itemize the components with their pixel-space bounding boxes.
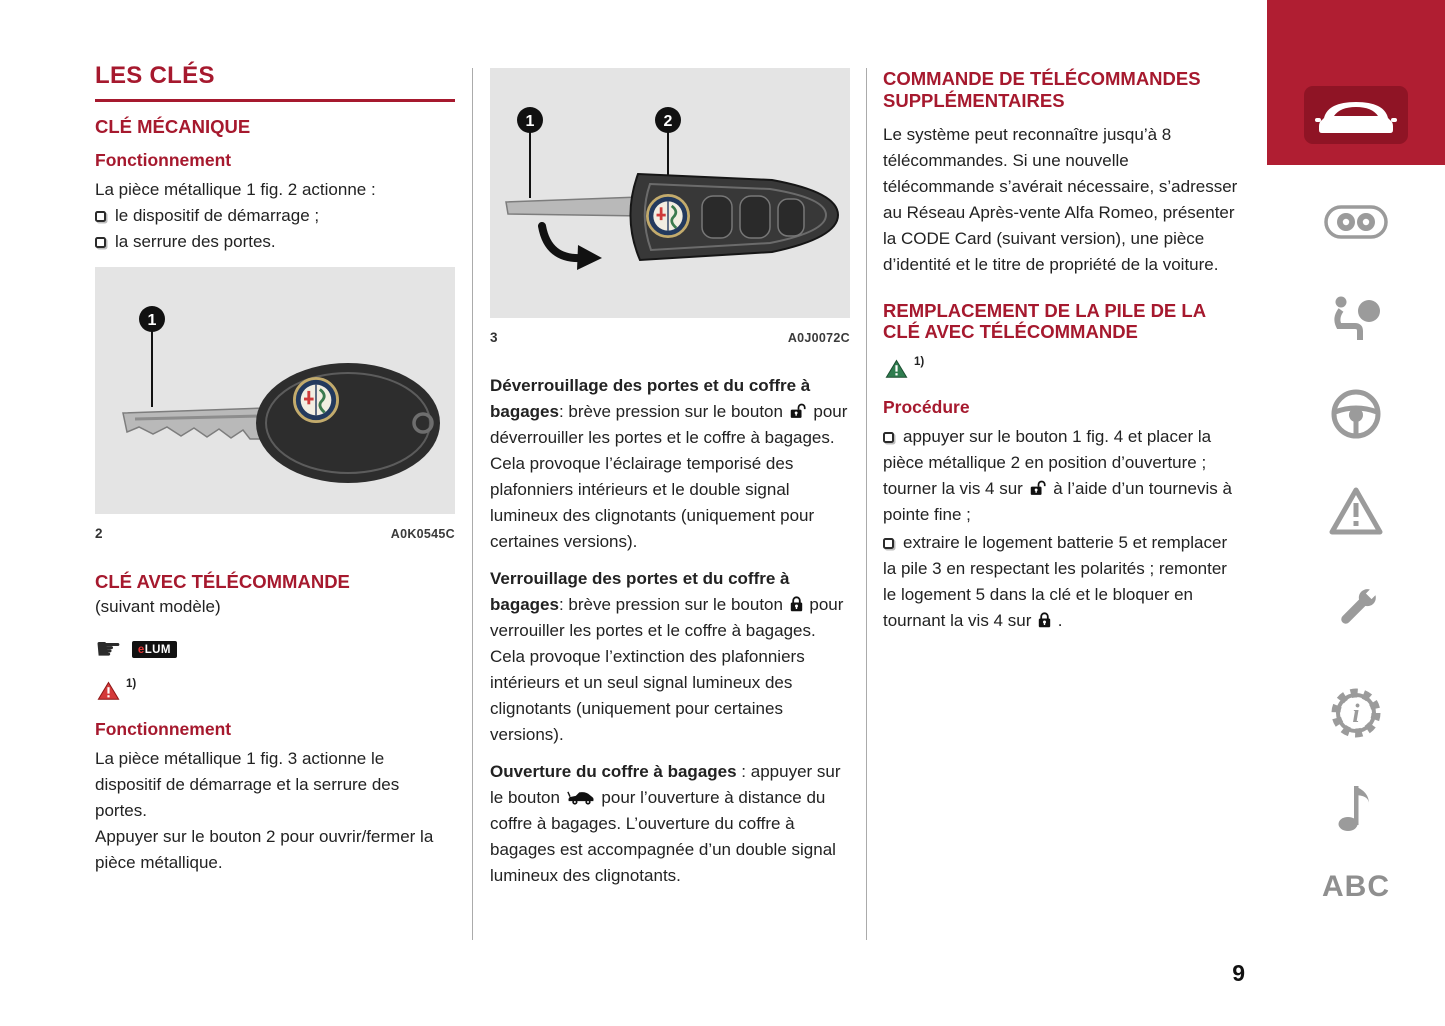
subheading-procedure: Procédure — [883, 397, 970, 418]
warning-reference: 1) — [126, 677, 137, 690]
lock-title: Verrouillage des portes et du coffre à bagages — [490, 569, 790, 614]
lock-text-before: : brève pression sur le bouton — [558, 595, 788, 614]
page-number: 9 — [1232, 960, 1245, 986]
unlock-text-before: : brève pression sur le bouton — [558, 402, 788, 421]
lock-open-icon — [1030, 480, 1047, 496]
unlock-title: Déverrouillage des portes et du coffre à bagages — [490, 376, 811, 421]
figure3-callout-2: 2 — [663, 113, 673, 130]
list-item — [95, 203, 455, 229]
trunk-paragraph — [490, 759, 850, 889]
lock-open-icon — [790, 403, 807, 419]
pointing-hand-icon: ☛ — [95, 632, 122, 666]
svg-text:i: i — [1352, 699, 1360, 728]
feature-icons-row — [95, 632, 455, 666]
warning-reference: 1) — [914, 356, 925, 369]
bullet-text: la serrure des portes. — [115, 231, 276, 251]
trunk-text-before: : appuyer sur le bouton — [490, 762, 841, 807]
abc-index-label[interactable]: ABC — [1322, 870, 1390, 903]
step1-text-after: à l’aide d’un tournevis à pointe fine ; — [883, 479, 1232, 525]
checkbox-bullet-icon — [883, 432, 894, 443]
figure-3-image — [490, 68, 850, 318]
airbag-icon[interactable] — [1267, 293, 1445, 343]
checkbox-bullet-icon — [95, 237, 106, 248]
checkbox-bullet-icon — [883, 538, 894, 549]
dashboard-icon[interactable] — [1267, 205, 1445, 239]
figure-2-caption — [95, 526, 455, 541]
warning-triangle-red-icon — [97, 681, 120, 701]
column-divider — [472, 68, 473, 940]
section-heading-mechanical-key: CLÉ MÉCANIQUE — [95, 116, 251, 137]
procedure-step-1 — [883, 424, 1240, 528]
steering-wheel-icon[interactable] — [1267, 388, 1445, 440]
figure-number: 2 — [95, 525, 103, 541]
section-heading-battery-replacement: REMPLACEMENT DE LA PILE DE LA CLÉ AVEC TÉLÉCOMMANDE — [883, 299, 1206, 343]
warning-note-row — [95, 677, 455, 701]
figure-code: A0J0072C — [787, 331, 850, 345]
variant-note: (suivant modèle) — [95, 596, 221, 616]
wrench-icon[interactable] — [1267, 583, 1445, 635]
remote-key-paragraph-1: La pièce métallique 1 fig. 3 actionne le dispositif de démarrage et la serrure des portes. — [95, 748, 400, 820]
figure-3-caption — [490, 330, 850, 345]
environment-note-row — [883, 356, 1240, 379]
step1-text-before: appuyer sur le bouton 1 fig. 4 et placer la pièce métallique 2 en position d’ouverture ; tourner la vis 4 sur — [883, 427, 1212, 499]
lock-closed-icon — [1038, 612, 1051, 628]
subheading-fonctionnement-1: Fonctionnement — [95, 149, 232, 170]
column-divider — [866, 68, 867, 940]
mechanical-key-intro: La pièce métallique 1 fig. 2 actionne : — [95, 179, 376, 199]
checkbox-bullet-icon — [95, 211, 106, 222]
step2-text-before: extraire le logement batterie 5 et remplacer la pile 3 en respectant les polarités ; remonter le logement 5 dans la clé et le bloquer en tournant la vis 4 sur — [883, 533, 1228, 631]
active-section-banner[interactable] — [1267, 0, 1445, 165]
lock-text-after: pour verrouiller les portes et le coffre à bagages. Cela provoque l’extinction des plafonniers intérieurs et un seul signal lumineux des clignotants (uniquement pour certaines versions). — [490, 595, 844, 744]
figure-number: 3 — [490, 330, 498, 345]
figure-code: A0K0545C — [390, 526, 455, 541]
elum-badge: eLUM — [132, 641, 177, 658]
lock-closed-icon — [790, 596, 803, 612]
procedure-step-2 — [883, 530, 1240, 634]
figure-2-image — [95, 267, 455, 514]
figure-2 — [95, 267, 455, 541]
bullet-text: le dispositif de démarrage ; — [115, 205, 320, 225]
gear-info-icon[interactable] — [1267, 684, 1445, 742]
music-note-icon[interactable] — [1267, 778, 1445, 834]
lock-paragraph — [490, 566, 850, 748]
figure-3 — [490, 68, 850, 345]
section-heading-additional-remotes: COMMANDE DE TÉLÉCOMMANDES SUPPLÉMENTAIRES — [883, 68, 1201, 111]
car-icon — [1304, 86, 1408, 144]
middle-column — [490, 68, 850, 900]
sidebar — [1267, 0, 1445, 1026]
remote-key-paragraph-2: Appuyer sur le bouton 2 pour ouvrir/fermer la pièce métallique. — [95, 826, 434, 872]
right-column — [883, 68, 1240, 636]
trunk-open-icon — [567, 791, 595, 805]
subheading-fonctionnement-2: Fonctionnement — [95, 718, 232, 739]
trunk-text-after: pour l’ouverture à distance du coffre à bagages. L’ouverture du coffre à bagages est accompagnée d’un double signal lumineux des clignotants. — [490, 788, 836, 885]
left-column — [95, 62, 455, 876]
page-title: LES CLÉS — [95, 62, 455, 102]
warning-triangle-green-icon — [885, 359, 908, 379]
step2-text-after: . — [1053, 611, 1063, 631]
figure2-callout-1: 1 — [147, 311, 157, 329]
additional-remotes-body: Le système peut reconnaître jusqu’à 8 télécommandes. Si une nouvelle télécommande s’avérait nécessaire, s’adresser au Réseau Après-vente Alfa Romeo, présenter la CODE Card (suivant version), une pièce d’identité et le titre de propriété de la voiture. — [883, 124, 1238, 274]
warning-triangle-icon[interactable] — [1267, 486, 1445, 536]
figure3-callout-1: 1 — [525, 113, 535, 130]
trunk-title: Ouverture du coffre à bagages — [490, 762, 737, 781]
list-item — [95, 229, 455, 255]
unlock-text-after: pour déverrouiller les portes et le coffre à bagages. Cela provoque l’éclairage temporisé des plafonniers intérieurs et le double signal lumineux des clignotants (uniquement pour certaines versions). — [490, 402, 848, 551]
section-heading-remote-key: CLÉ AVEC TÉLÉCOMMANDE — [95, 570, 350, 592]
unlock-paragraph — [490, 373, 850, 555]
